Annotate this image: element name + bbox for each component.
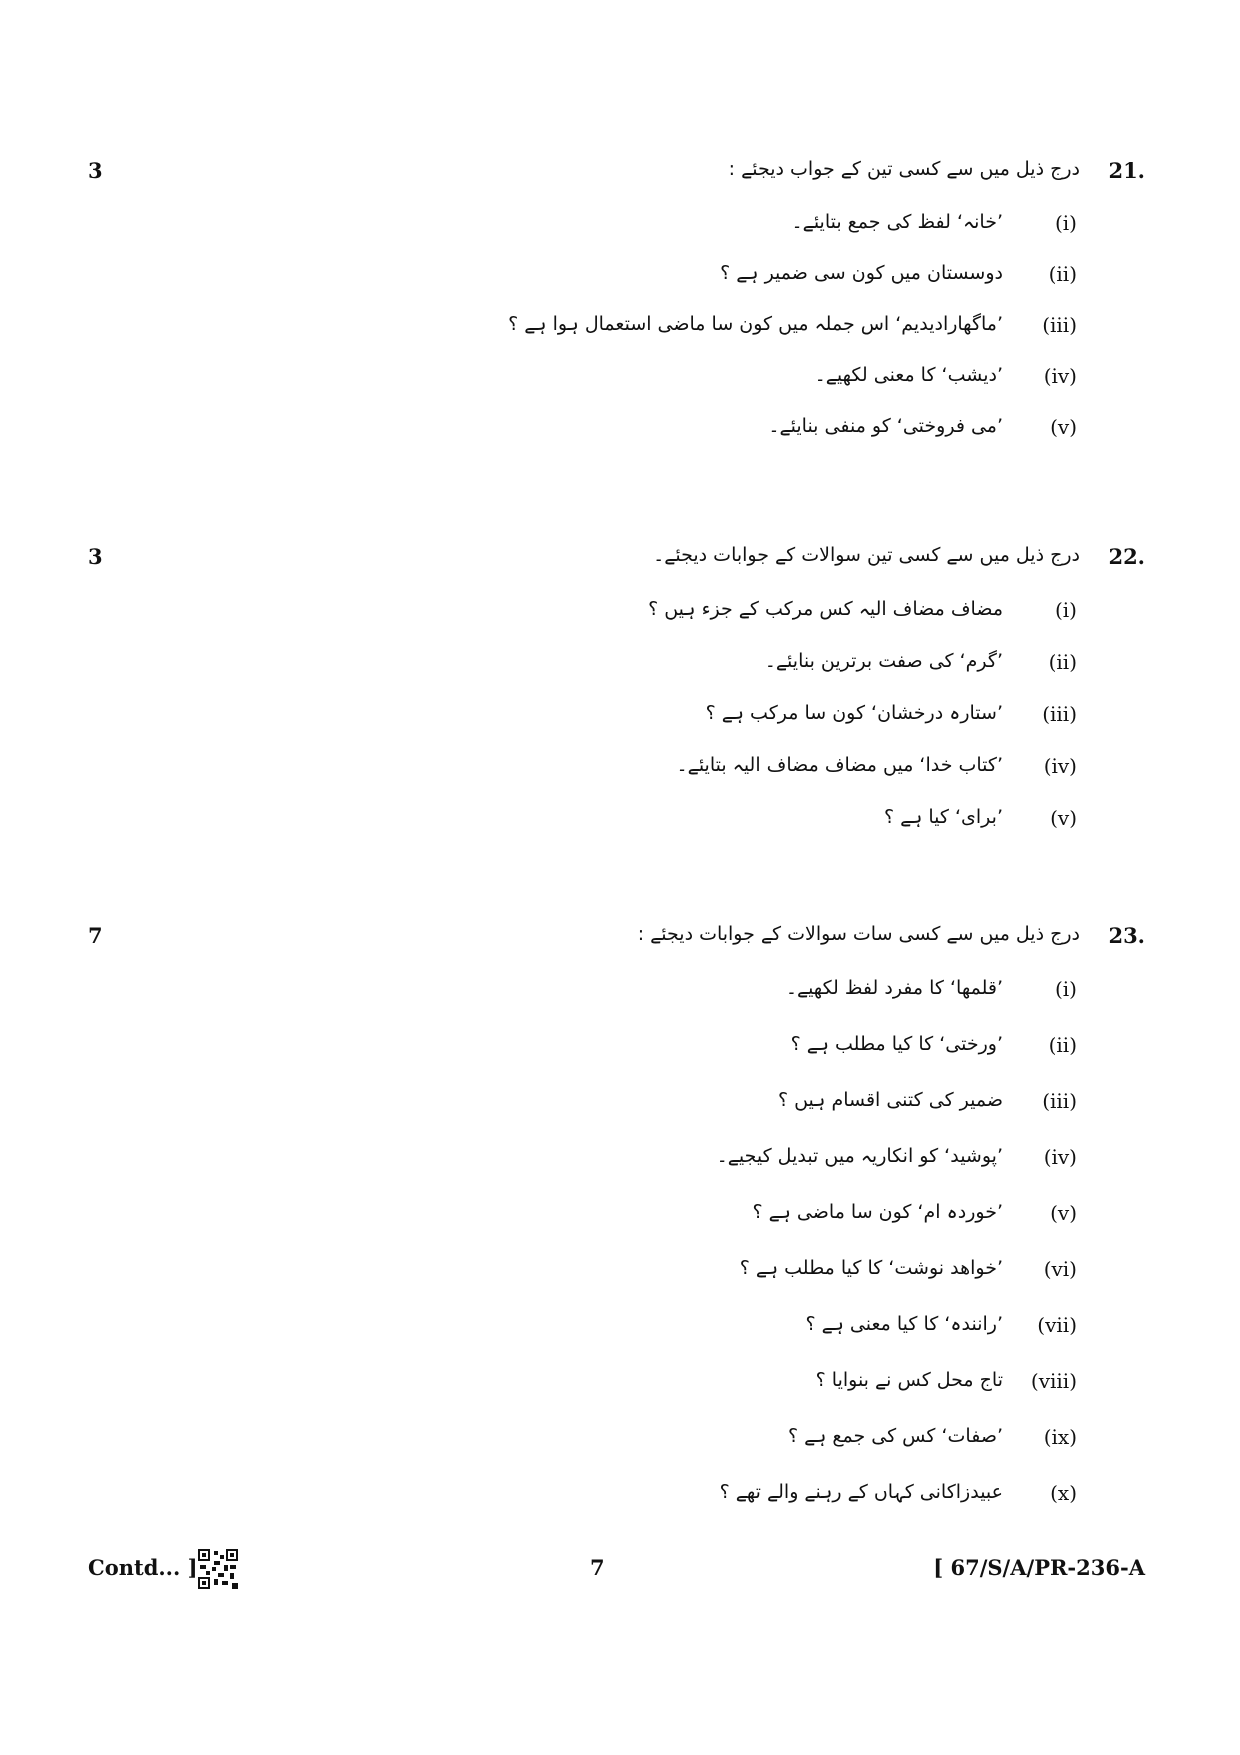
question-marks: 3 — [88, 544, 103, 569]
list-item — [0, 1425, 1240, 1461]
item-label: (i) — [1054, 598, 1077, 622]
item-label: (ii) — [1048, 1033, 1077, 1057]
list-item — [0, 1033, 1240, 1069]
list-item — [0, 1145, 1240, 1181]
list-item — [0, 1257, 1240, 1293]
item-text: ’خانہ‘ لفظ کی جمع بتایئے۔ — [791, 211, 1003, 233]
list-item — [0, 1201, 1240, 1237]
item-label: (ii) — [1048, 262, 1077, 286]
item-text: ’خوردہ ام‘ کون سا ماضی ہے ؟ — [752, 1201, 1003, 1223]
item-label: (viii) — [1030, 1369, 1077, 1393]
item-text: ’قلمھا‘ کا مفرد لفظ لکھیے۔ — [785, 977, 1003, 999]
paper-code: [ 67/S/A/PR-236-A — [933, 1555, 1145, 1580]
item-text: عبیدزاکانی کہاں کے رہنے والے تھے ؟ — [719, 1481, 1003, 1503]
item-text: ’دیشب‘ کا معنی لکھیے۔ — [814, 364, 1003, 386]
item-text: ’می فروختی‘ کو منفی بنایئے۔ — [768, 415, 1003, 437]
list-item — [0, 806, 1240, 842]
item-label: (v) — [1050, 415, 1077, 439]
item-label: (x) — [1050, 1481, 1077, 1505]
question-text: درج ذیل میں سے کسی تین سوالات کے جوابات دیجئے۔ — [653, 544, 1080, 566]
item-label: (iii) — [1042, 313, 1077, 337]
question-number: 21. — [1108, 158, 1145, 183]
question-text: درج ذیل میں سے کسی سات سوالات کے جوابات دیجئے : — [637, 923, 1080, 945]
item-label: (i) — [1054, 211, 1077, 235]
item-label: (v) — [1050, 806, 1077, 830]
item-label: (ix) — [1043, 1425, 1077, 1449]
item-label: (v) — [1050, 1201, 1077, 1225]
question-text: درج ذیل میں سے کسی تین کے جواب دیجئے : — [728, 158, 1080, 180]
list-item — [0, 1369, 1240, 1405]
list-item — [0, 702, 1240, 738]
question-marks: 7 — [88, 923, 103, 948]
item-text: دوسستان میں کون سی ضمیر ہے ؟ — [720, 262, 1003, 284]
item-label: (vii) — [1037, 1313, 1077, 1337]
list-item — [0, 364, 1240, 400]
item-label: (vi) — [1043, 1257, 1077, 1281]
contd-label: Contd... ] — [88, 1555, 198, 1580]
page-number: 7 — [590, 1555, 605, 1580]
list-item — [0, 1089, 1240, 1125]
list-item — [0, 415, 1240, 451]
list-item — [0, 598, 1240, 634]
item-text: ’ماگھارادیدیم‘ اس جملہ میں کون سا ماضی استعمال ہوا ہے ؟ — [508, 313, 1003, 335]
item-label: (i) — [1054, 977, 1077, 1001]
question-number: 23. — [1108, 923, 1145, 948]
item-label: (iv) — [1043, 1145, 1077, 1169]
list-item — [0, 650, 1240, 686]
item-text: ’ستارہ درخشان‘ کون سا مرکب ہے ؟ — [705, 702, 1003, 724]
item-text: ’رانندہ‘ کا کیا معنی ہے ؟ — [805, 1313, 1003, 1335]
list-item — [0, 1481, 1240, 1517]
item-label: (iv) — [1043, 364, 1077, 388]
item-text: ’خواھد نوشت‘ کا کیا مطلب ہے ؟ — [739, 1257, 1003, 1279]
item-label: (iii) — [1042, 702, 1077, 726]
question-number: 22. — [1108, 544, 1145, 569]
item-label: (iv) — [1043, 754, 1077, 778]
item-text: مضاف مضاف الیہ کس مرکب کے جزء ہیں ؟ — [648, 598, 1003, 620]
list-item — [0, 1313, 1240, 1349]
item-text: ’برای‘ کیا ہے ؟ — [883, 806, 1003, 828]
item-text: ضمیر کی کتنی اقسام ہیں ؟ — [777, 1089, 1003, 1111]
item-label: (iii) — [1042, 1089, 1077, 1113]
item-text: ’گرم‘ کی صفت برترین بنایئے۔ — [764, 650, 1003, 672]
list-item — [0, 754, 1240, 790]
list-item — [0, 977, 1240, 1013]
item-text: ’پوشید‘ کو انکاریہ میں تبدیل کیجیے۔ — [716, 1145, 1003, 1167]
item-text: ’ورختی‘ کا کیا مطلب ہے ؟ — [790, 1033, 1003, 1055]
page-footer — [0, 1555, 1240, 1595]
list-item — [0, 313, 1240, 349]
item-text: ’صفات‘ کس کی جمع ہے ؟ — [787, 1425, 1003, 1447]
list-item — [0, 211, 1240, 247]
qr-code-icon — [198, 1549, 238, 1589]
item-text: تاج محل کس نے بنوایا ؟ — [815, 1369, 1003, 1391]
item-text: ’کتاب خدا‘ میں مضاف مضاف الیہ بتایئے۔ — [676, 754, 1003, 776]
question-marks: 3 — [88, 158, 103, 183]
item-label: (ii) — [1048, 650, 1077, 674]
list-item — [0, 262, 1240, 298]
